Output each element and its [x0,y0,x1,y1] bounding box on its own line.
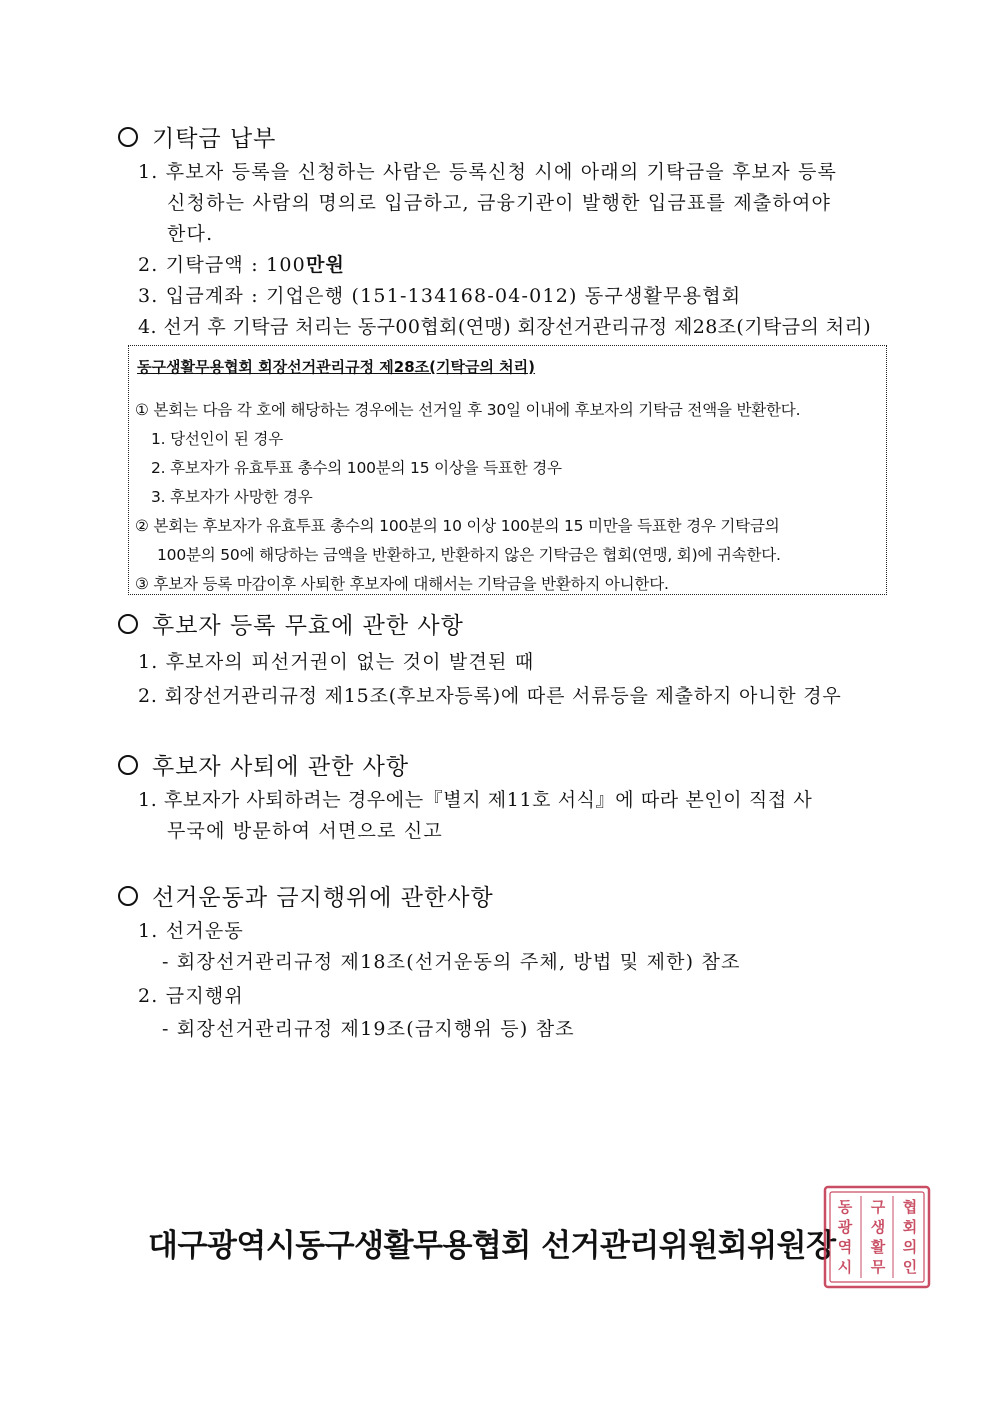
svg-text:광: 광 [837,1218,853,1236]
deposit-amount-label: 2. 기탁금액 : 100 [138,254,306,276]
svg-text:협: 협 [902,1198,918,1216]
resignation-item-1-cont: 무국에 방문하여 서면으로 신고 [167,820,443,842]
svg-text:활: 활 [870,1238,886,1256]
svg-text:무: 무 [870,1258,886,1276]
deposit-item-2 [138,250,345,277]
invalidation-item-2: 2. 회장선거관리규정 제15조(후보자등록)에 따른 서류등을 제출하지 아니한 경우 [138,685,842,707]
section-heading-deposit: 기탁금 납부 [118,120,276,153]
campaign-item-1-detail: - 회장선거관리규정 제18조(선거운동의 주체, 방법 및 제한) 참조 [162,951,741,973]
svg-text:구: 구 [870,1198,886,1216]
invalidation-item-1: 1. 후보자의 피선거권이 없는 것이 발견된 때 [138,651,535,673]
campaign-item-2-detail: - 회장선거관리규정 제19조(금지행위 등) 참조 [162,1018,575,1040]
circle-bullet-icon [118,127,138,147]
deposit-item-3: 3. 입금계좌 : 기업은행 (151-134168-04-012) 동구생활무용협회 [138,285,742,307]
circle-bullet-icon [118,755,138,775]
regulation-title: 동구생활무용협회 회장선거관리규정 제28조(기탁금의 처리) [137,358,536,376]
resignation-item-1: 1. 후보자가 사퇴하려는 경우에는『별지 제11호 서식』에 따라 본인이 직접 사 [138,789,813,811]
regulation-clause-1-item-1: 1. 당선인이 된 경우 [151,430,283,448]
section-heading-campaign: 선거운동과 금지행위에 관한사항 [118,879,494,912]
regulation-clause-2: ② 본회는 후보자가 유효투표 총수의 100분의 10 이상 100분의 15 미만을 득표한 경우 기탁금의 [135,517,780,535]
deposit-item-1-cont2: 한다. [167,223,214,245]
svg-text:생: 생 [870,1218,886,1236]
regulation-box [128,345,887,595]
deposit-amount-unit: 만원 [305,254,346,276]
circle-bullet-icon [118,886,138,906]
regulation-clause-1: ① 본회는 다음 각 호에 해당하는 경우에는 선거일 후 30일 이내에 후보자의 기탁금 전액을 반환한다. [135,401,801,419]
section-heading-invalidation: 후보자 등록 무효에 관한 사항 [118,607,464,640]
deposit-item-1-cont: 신청하는 사람의 명의로 입금하고, 금융기관이 발행한 입금표를 제출하여야 [167,192,832,214]
svg-text:인: 인 [902,1258,918,1276]
official-seal-stamp [822,1184,932,1290]
svg-text:시: 시 [837,1258,853,1276]
deposit-item-1: 1. 후보자 등록을 신청하는 사람은 등록신청 시에 아래의 기탁금을 후보자 등록 [138,161,838,183]
signatory-title: 대구광역시동구생활무용협회 선거관리위원회위원장 [148,1228,836,1264]
regulation-clause-3: ③ 후보자 등록 마감이후 사퇴한 후보자에 대해서는 기탁금을 반환하지 아니한다. [135,575,669,593]
svg-text:의: 의 [902,1238,918,1256]
svg-text:동: 동 [837,1198,853,1216]
regulation-clause-2-cont: 100분의 50에 해당하는 금액을 반환하고, 반환하지 않은 기탁금은 협회(연맹, 회)에 귀속한다. [157,546,781,564]
svg-text:회: 회 [902,1218,918,1236]
campaign-item-2: 2. 금지행위 [138,985,244,1007]
svg-text:역: 역 [837,1238,853,1256]
deposit-item-4: 4. 선거 후 기탁금 처리는 동구00협회(연맹) 회장선거관리규정 제28조(기탁금의 처리) [138,316,872,338]
campaign-item-1: 1. 선거운동 [138,920,244,942]
circle-bullet-icon [118,614,138,634]
section-heading-resignation: 후보자 사퇴에 관한 사항 [118,748,409,781]
regulation-clause-1-item-2: 2. 후보자가 유효투표 총수의 100분의 15 이상을 득표한 경우 [151,459,562,477]
regulation-clause-1-item-3: 3. 후보자가 사망한 경우 [151,488,313,506]
